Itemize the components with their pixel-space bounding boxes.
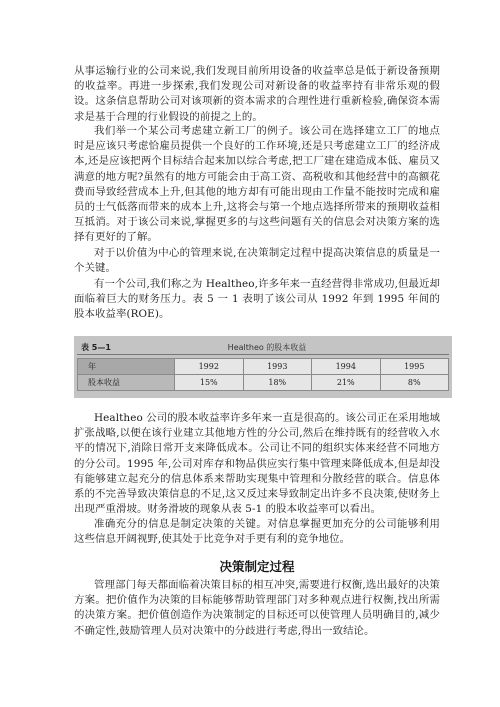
table-title: Healtheo 的股本收益	[227, 343, 307, 352]
year-cell: 1992	[175, 359, 244, 375]
paragraph-7: 管理部门每天都面临着决策目标的相互冲突,需要进行权衡,选出最好的决策方案。把价值作为决策的目标能够帮助管理部门对多种观点进行权衡,找出所需的决策方案。把价值创造作为决策制定的目标还可以使管理人员明确目的,减少不确定性,鼓励管理人员对决策中的分歧进行考虑,得出一致结论。	[74, 579, 440, 637]
year-cell: 1993	[243, 359, 312, 375]
roe-row-label: 股本收益	[78, 375, 175, 391]
roe-table-figure	[74, 336, 452, 398]
table-row	[78, 375, 449, 391]
year-row-label: 年	[78, 359, 175, 375]
table-number: 表 5—1	[81, 343, 111, 352]
paragraph-2: 我们举一个某公司考虑建立新工厂的例子。该公司在选择建立工厂的地点时是应该只考虑恰雇员提供一个良好的工作环境,还是只考虑建立工厂的经济成本,还是应该把两个目标结合起来加以综合考虑,把工厂建在建造成本低、雇员又满意的地方呢?虽然有的地方可能会由于高工资、高税收和其他经营中的高额花费而导致经营成本上升,但其他的地方却有可能出现由工作量不能按时完成和雇员的士气低落而带来的成本上升,这将会与第一个地点选择所带来的预期收益相互抵消。对于该公司来说,掌握更多的与这些问题有关的信息会对决策方案的选择有更好的了解。	[74, 125, 440, 244]
paragraph-3: 对于以价值为中心的管理来说,在决策制定过程中提高决策信息的质量是一个关键。	[74, 247, 440, 275]
table-row	[78, 359, 449, 375]
roe-cell: 8%	[380, 375, 449, 391]
section-heading: 决策制定过程	[219, 559, 295, 574]
paragraph-4: 有一个公司,我们称之为 Healtheo,许多年来一直经营得非常成功,但最近却面临着巨大的财务压力。表 5 一 1 表明了该公司从 1992 年到 1995 年间的股本收益率(ROE)。	[74, 278, 440, 321]
roe-cell: 15%	[175, 375, 244, 391]
roe-table	[77, 358, 449, 391]
table-caption	[77, 340, 449, 353]
paragraph-6: 准确充分的信息是制定决策的关键。对信息掌握更加充分的公司能够利用这些信息开阔视野,使其处于比竞争对手更有利的竞争地位。	[74, 518, 440, 546]
caption-rule	[77, 354, 449, 355]
roe-cell: 18%	[243, 375, 312, 391]
year-cell: 1995	[380, 359, 449, 375]
year-cell: 1994	[312, 359, 381, 375]
roe-cell: 21%	[312, 375, 381, 391]
paragraph-5: Healtheo 公司的股本收益率许多年来一直是很高的。该公司正在采用地域扩张战略,以便在该行业建立其他地方性的分公司,然后在维持既有的经营收入水平的情况下,消除日常开支来降低成本。公司让不同的组织实体来经营不同地方的分公司。1995 年,公司对库存和物品供应实行集中管理来降低成本,但是却没有能够建立起充分的信息体系来帮助实现集中管理和分散经营的联合。信息体系的不完善导致决策信息的不足,这又反过来导致制定出许多不良决策,使财务上出现严重滑坡。财务滑坡的现象从表 5-1 的股本收益率可以看出。	[74, 412, 440, 516]
paragraph-1: 从事运输行业的公司来说,我们发现目前所用设备的收益率总是低于新设备预期的收益率。再进一步探索,我们发现公司对新设备的收益率持有非常乐观的假设。这条信息帮助公司对该项新的资本需求的合理性进行重新检验,确保资本需求是基于合理的行业假设的前提之上的。	[74, 65, 440, 123]
